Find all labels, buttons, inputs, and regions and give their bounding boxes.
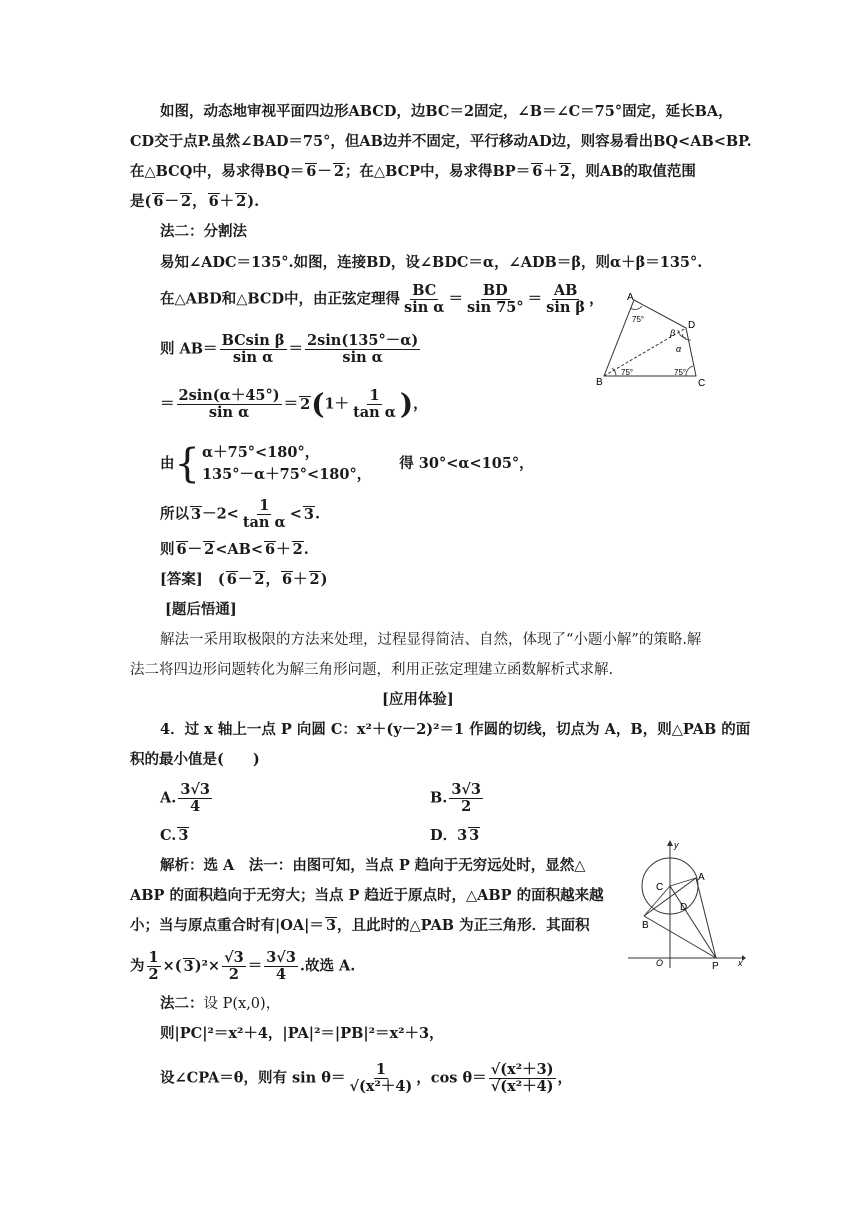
label-b2: B [642,920,649,931]
solution-line-3: 小；当与原点重合时有|OA|＝ 3，且此时的△PAB 为正三角形．其面积 [130,917,590,934]
method2b-line-1: 则|PC|²＝x²＋4，|PA|²＝|PB|²＝x²＋3， [160,1025,444,1042]
label-a: A [627,292,634,303]
question-line-1: 4．过 x 轴上一点 P 向圆 C：x²＋(y－2)²＝1 作圆的切线，切点为 A，B，则△PAB 的面 [160,721,751,738]
method2-line-3: 则 AB＝ $\frac{\text{BCsin β}}{\text{sin α}}$ ＝ $\frac{2\sin(135^\circ-\alpha)}{\text{sin α}}$ [160,332,419,366]
solution-line-4: 为 $\frac{1}{2}$ ×( 3)²× $\frac{√3}{2}$ ＝ $\frac{3√3}{4}$ .故选 A. [130,949,356,983]
label-c2: C [656,882,664,893]
method2b-heading: 法二：设 P(x,0)， [160,995,281,1012]
intro-line-4: 是( 6－ 2， 6＋ 2). [130,193,260,210]
reflection-line-2: 法二将四边形问题转化为解三角形问题，利用正弦定理建立函数解析式求解. [130,662,614,678]
circle-tangent-figure [626,838,748,970]
label-p: P [712,961,719,970]
option-d[interactable]: D．3 3 [430,827,480,844]
label-c: C [698,378,706,389]
option-c[interactable]: C. 3 [160,827,189,844]
method2-line-1: 易知∠ADC＝135°.如图，连接BD，设∠BDC＝α，∠ADB＝β，则α＋β＝135°. [160,254,703,271]
reflection-line-1: 解法一采用取极限的方法来处理，过程显得简洁、自然，体现了“小题小解”的策略.解 [160,632,702,648]
intro-line-1: 如图，动态地审视平面四边形ABCD，边BC＝2固定，∠B＝∠C＝75°固定，延长BA， [160,103,733,120]
method2-line-7: 则 6－ 2<AB< 6＋ 2. [160,541,309,558]
label-beta: β [670,328,676,338]
solution-line-2: ABP 的面积趋向于无穷大；当点 P 趋近于原点时，△ABP 的面积越来越 [130,887,604,904]
reflection-heading: [题后悟通] [165,601,237,618]
method2-line-5: 由{ α＋75°<180°， 135°－α＋75°<180°， 得 30°<α<105°， [160,441,534,487]
label-angle-c: 75° [674,368,687,377]
label-b: B [596,377,603,388]
intro-line-2: CD交于点P.虽然∠BAD＝75°，但AB边并不固定，平行移动AD边，则容易看出BQ<AB<BP. [130,133,752,150]
method2-line-4: ＝ $\frac{2\sin(\alpha+45^\circ)}{\text{sin α}}$ ＝ 2(1＋ $\frac{1}{\text{tan α}}$ )， [160,387,428,421]
question-line-2: 积的最小值是( ) [130,751,260,768]
label-d2: D [680,902,688,913]
label-angle-b: 75° [621,368,634,377]
method2-line-6: 所以 3－2< $\frac{1}{\text{tan α}}$ < 3. [160,497,320,531]
method2-line-2: 在△ABD和△BCD中，由正弦定理得 $\frac{BC}{\text{sin α}}$ ＝ $\frac{BD}{\sin 75^\circ}$ ＝ $\frac{AB}{\text{sin β}}$ ， [160,282,604,316]
answer-line: [答案] ( 6－ 2， 6＋ 2) [160,571,328,588]
label-angle-a: 75° [632,315,645,324]
solution-line-1: 解析：选 A 法一：由图可知，当点 P 趋向于无穷远处时，显然△ [160,857,586,874]
label-d: D [688,320,696,331]
option-a[interactable]: A. $\frac{3√3}{4}$ [160,781,211,815]
intro-line-3: 在△BCQ中，易求得BQ＝ 6－ 2；在△BCP中，易求得BP＝ 6＋ 2，则AB的取值范围 [130,163,696,180]
quadrilateral-figure [594,288,714,393]
label-o: O [656,958,664,968]
option-b[interactable]: B. $\frac{3√3}{2}$ [430,781,482,815]
method2-heading: 法二：分割法 [160,223,247,240]
practice-heading: [应用体验] [382,691,454,708]
label-alpha: α [676,344,682,354]
label-x: x [738,958,743,968]
method2b-line-2: 设∠CPA＝θ，则有 sin θ＝ $\frac{1}{\text{√(x²＋4)}}$ ，cos θ＝ $\frac{\text{√(x²＋3)}}{\text{√(x²＋4)}}$ ， [160,1061,573,1095]
label-y: y [674,840,679,850]
label-a2: A [698,872,705,883]
